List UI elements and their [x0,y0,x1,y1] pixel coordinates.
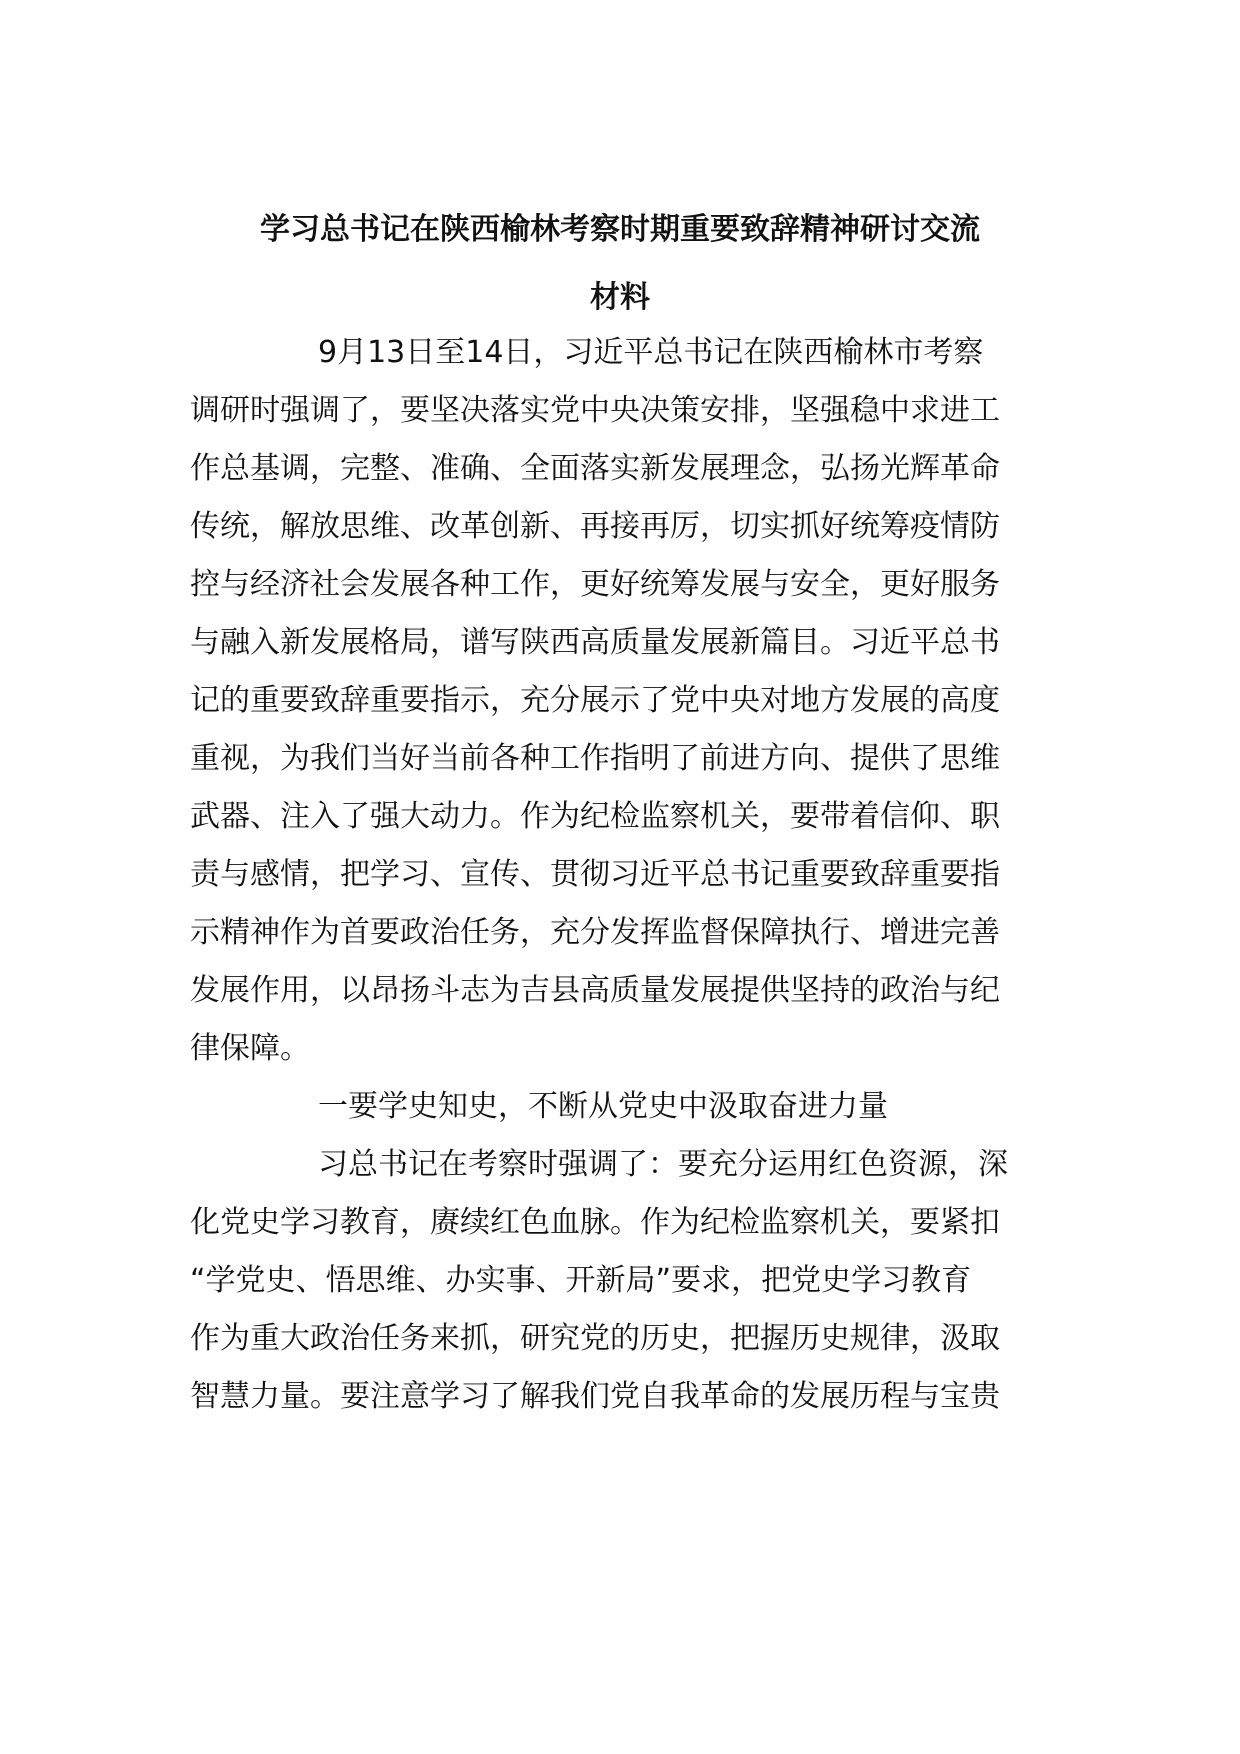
paragraph-line: 习总书记在考察时强调了：要充分运用红色资源，深 [318,1147,1008,1182]
paragraph-line: 重视，为我们当好当前各种工作指明了前进方向、提供了思维 [190,741,1000,776]
document-title-line-1: 学习总书记在陕西榆林考察时期重要致辞精神研讨交流 [260,212,980,247]
paragraph-line: 责与感情，把学习、宣传、贯彻习近平总书记重要致辞重要指 [190,857,1000,892]
paragraph-line: 控与经济社会发展各种工作，更好统筹发展与安全，更好服务 [190,567,1000,602]
paragraph-line: 作为重大政治任务来抓，研究党的历史，把握历史规律，汲取 [190,1321,1000,1356]
document-title-line-2: 材料 [590,280,650,315]
paragraph-line: 记的重要致辞重要指示，充分展示了党中央对地方发展的高度 [190,683,1000,718]
paragraph-line: 示精神作为首要政治任务，充分发挥监督保障执行、增进完善 [190,915,1000,950]
paragraph-line: 9月13日至14日，习近平总书记在陕西榆林市考察 [318,335,984,370]
paragraph-line: 调研时强调了，要坚决落实党中央决策安排，坚强稳中求进工 [190,393,1000,428]
paragraph-line: 发展作用，以昂扬斗志为吉县高质量发展提供坚持的政治与纪 [190,973,1000,1008]
paragraph-line: 化党史学习教育，赓续红色血脉。作为纪检监察机关，要紧扣 [190,1205,1000,1240]
paragraph-line: 作总基调，完整、准确、全面落实新发展理念，弘扬光辉革命 [190,451,1000,486]
paragraph-line: 武器、注入了强大动力。作为纪检监察机关，要带着信仰、职 [190,799,1000,834]
paragraph-line: 智慧力量。要注意学习了解我们党自我革命的发展历程与宝贵 [190,1379,1000,1414]
paragraph-line: 律保障。 [190,1031,310,1066]
paragraph-line: 传统，解放思维、改革创新、再接再厉，切实抓好统筹疫情防 [190,509,1000,544]
section-heading: 一要学史知史，不断从党史中汲取奋进力量 [318,1089,888,1124]
paragraph-line: 与融入新发展格局，谱写陕西高质量发展新篇目。习近平总书 [190,625,1000,660]
paragraph-line: “学党史、悟思维、办实事、开新局”要求，把党史学习教育 [190,1263,972,1298]
